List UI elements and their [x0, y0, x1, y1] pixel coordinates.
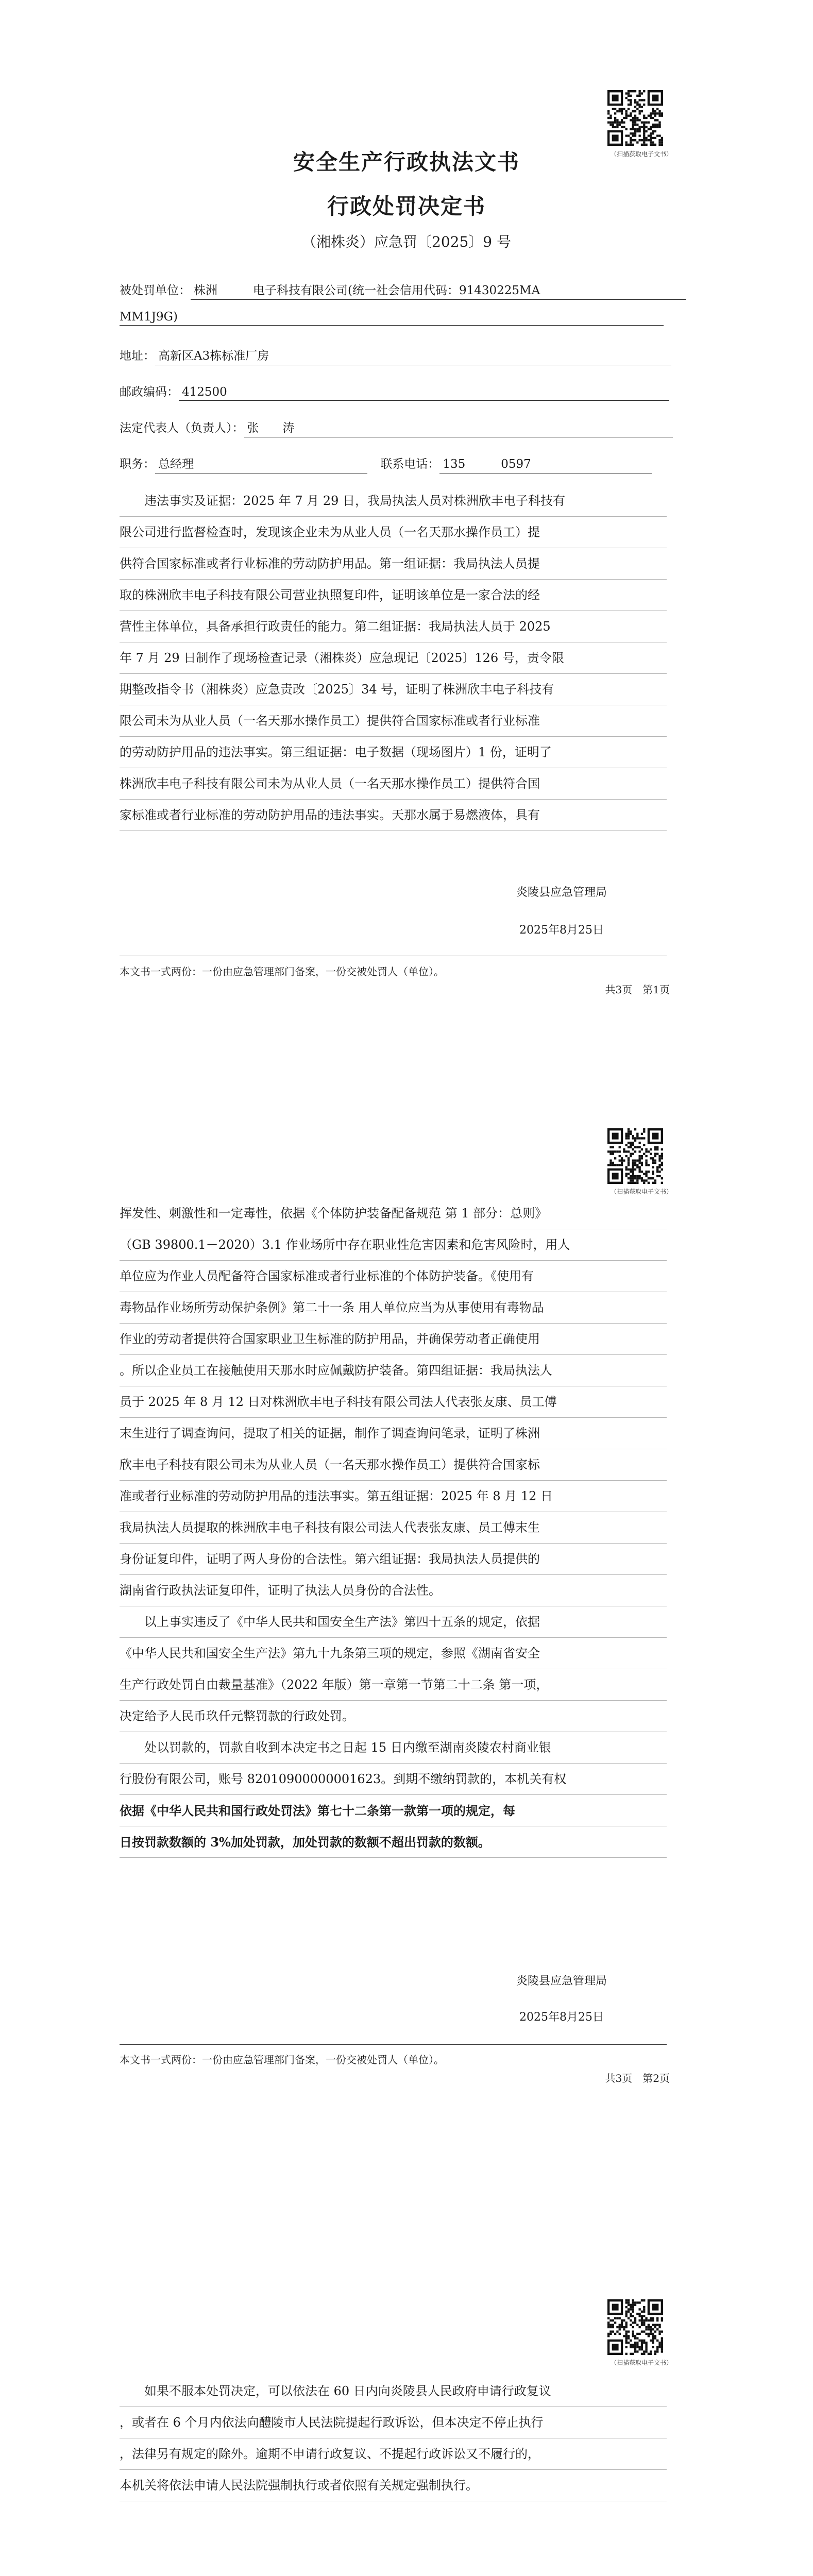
page-1	[0, 0, 813, 1118]
text-line: 依据《中华人民共和国行政处罚法》第七十二条第一款第一项的规定，每	[120, 1795, 667, 1826]
page-number: 共3页 第1页	[605, 984, 670, 996]
text-line: 的劳动防护用品的违法事实。第三组证据：电子数据（现场图片）1 份，证明了	[120, 737, 667, 768]
text-line: 如果不服本处罚决定，可以依法在 60 日内向炎陵县人民政府申请行政复议	[120, 2376, 667, 2407]
text-line: 准或者行业标准的劳动防护用品的违法事实。第五组证据：2025 年 8 月 12 日	[120, 1481, 667, 1512]
qr-code	[605, 2299, 665, 2355]
text-line: 毒物品作业场所劳动保护条例》第二十一条 用人单位应当为从事使用有毒物品	[120, 1292, 667, 1324]
text-line: 单位应为作业人员配备符合国家标准或者行业标准的个体防护装备。《使用有	[120, 1261, 667, 1292]
text-line: 处以罚款的，罚款自收到本决定书之日起 15 日内缴至湖南炎陵农村商业银	[120, 1732, 667, 1764]
address-value: 高新区A3栋标准厂房	[155, 346, 671, 365]
text-line: 欣丰电子科技有限公司未为从业人员（一名天那水操作员工）提供符合国家标	[120, 1449, 667, 1481]
legal-rep-value: 张 涛	[244, 418, 673, 437]
position-label: 职务：	[120, 457, 155, 471]
document-subtitle: 行政处罚决定书	[327, 194, 486, 219]
qr-code-icon	[607, 90, 663, 146]
text-line: 取的株洲欣丰电子科技有限公司营业执照复印件，证明该单位是一家合法的经	[120, 580, 667, 611]
text-line: 限公司未为从业人员（一名天那水操作员工）提供符合国家标准或者行业标准	[120, 705, 667, 737]
violation-facts-cont	[120, 1198, 667, 1858]
text-line: 《中华人民共和国安全生产法》第九十九条第三项的规定，参照《湖南省安全	[120, 1638, 667, 1669]
text-line: 年 7 月 29 日制作了现场检查记录（湘株炎）应急现记〔2025〕126 号，责令限	[120, 642, 667, 674]
position-value: 总经理	[155, 454, 367, 473]
text-line: 日按罚款数额的 3%加处罚款，加处罚款的数额不超出罚款的数额。	[120, 1826, 667, 1858]
party-name-value: 株洲 电子科技有限公司(统一社会信用代码：91430225MA	[191, 281, 686, 300]
address-row	[120, 346, 671, 365]
party-name-value-cont: MM1J9G)	[120, 310, 664, 326]
text-line: 期整改指令书（湘株炎）应急责改〔2025〕34 号，证明了株洲欣丰电子科技有	[120, 674, 667, 705]
party-name-label: 被处罚单位：	[120, 284, 191, 297]
text-line: 。所以企业员工在接触使用天那水时应佩戴防护装备。第四组证据：我局执法人	[120, 1355, 667, 1386]
text-line: （GB 39800.1－2020）3.1 作业场所中存在职业性危害因素和危害风险时，用人	[120, 1229, 667, 1261]
signature-org: 炎陵县应急管理局	[516, 1975, 607, 1988]
text-line: 家标准或者行业标准的劳动防护用品的违法事实。天那水属于易燃液体，具有	[120, 800, 667, 831]
legal-rep-label: 法定代表人（负责人）：	[120, 421, 244, 435]
phone-value: 135 0597	[439, 454, 652, 473]
postcode-label: 邮政编码：	[120, 385, 179, 399]
qr-caption: （扫描获取电子文书）	[610, 150, 672, 158]
position-row	[120, 454, 652, 473]
signature-org: 炎陵县应急管理局	[516, 886, 607, 899]
text-line: 湖南省行政执法证复印件，证明了执法人员身份的合法性。	[120, 1575, 667, 1606]
text-line: 营性主体单位，具备承担行政责任的能力。第二组证据：我局执法人员于 2025	[120, 611, 667, 642]
postcode-row	[120, 382, 669, 401]
text-line: 挥发性、刺激性和一定毒性，依据《个体防护装备配备规范 第 1 部分：总则》	[120, 1198, 667, 1229]
signature-date: 2025年8月25日	[519, 924, 604, 937]
qr-code-icon	[607, 1128, 663, 1184]
footer-note: 本文书一式两份：一份由应急管理部门备案，一份交被处罚人（单位）。	[120, 965, 444, 978]
qr-code	[605, 90, 665, 146]
text-line: 身份证复印件，证明了两人身份的合法性。第六组证据：我局执法人员提供的	[120, 1544, 667, 1575]
phone-label: 联系电话：	[380, 457, 440, 471]
text-line: 作业的劳动者提供符合国家职业卫生标准的防护用品，并确保劳动者正确使用	[120, 1324, 667, 1355]
text-line: 员于 2025 年 8 月 12 日对株洲欣丰电子科技有限公司法人代表张友康、员工傅	[120, 1386, 667, 1418]
footer-divider	[120, 2044, 667, 2045]
legal-rep-row	[120, 418, 673, 437]
page-number: 共3页 第2页	[605, 2072, 670, 2084]
text-line: 本机关将依法申请人民法院强制执行或者依照有关规定强制执行。	[120, 2470, 667, 2501]
text-line: 以上事实违反了《中华人民共和国安全生产法》第四十五条的规定，依据	[120, 1606, 667, 1638]
appeal-rights	[120, 2376, 667, 2501]
page-3	[0, 2275, 813, 2576]
document-number: （湘株炎）应急罚〔2025〕9 号	[302, 233, 511, 250]
text-line: 限公司进行监督检查时，发现该企业未为从业人员（一名天那水操作员工）提	[120, 517, 667, 548]
page-2	[0, 1118, 813, 2275]
party-name-row	[120, 281, 686, 300]
postcode-value: 412500	[179, 385, 669, 401]
text-line: 行股份有限公司，账号 82010900000001623。到期不缴纳罚款的，本机关有权	[120, 1764, 667, 1795]
text-line: 生产行政处罚自由裁量基准》（2022 年版）第一章第一节第二十二条 第一项，	[120, 1669, 667, 1701]
document-title: 安全生产行政执法文书	[293, 149, 520, 175]
party-name-cont-row	[120, 310, 664, 326]
text-line: ，法律另有规定的除外。逾期不申请行政复议、不提起行政诉讼又不履行的，	[120, 2438, 667, 2470]
text-line: 决定给予人民币玖仟元整罚款的行政处罚。	[120, 1701, 667, 1732]
violation-facts	[120, 485, 667, 831]
text-line: 株洲欣丰电子科技有限公司未为从业人员（一名天那水操作员工）提供符合国	[120, 768, 667, 800]
text-line: 供符合国家标准或者行业标准的劳动防护用品。第一组证据：我局执法人员提	[120, 548, 667, 580]
signature-date: 2025年8月25日	[519, 2011, 604, 2024]
qr-code-icon	[607, 2299, 663, 2355]
text-line: 违法事实及证据：2025 年 7 月 29 日，我局执法人员对株洲欣丰电子科技有	[120, 485, 667, 517]
qr-caption: （扫描获取电子文书）	[610, 1188, 672, 1195]
text-line: 我局执法人员提取的株洲欣丰电子科技有限公司法人代表张友康、员工傅末生	[120, 1512, 667, 1544]
text-line: 末生进行了调查询问，提取了相关的证据，制作了调查询问笔录，证明了株洲	[120, 1418, 667, 1449]
address-label: 地址：	[120, 349, 155, 363]
qr-code	[605, 1128, 665, 1184]
qr-caption: （扫描获取电子文书）	[610, 2359, 672, 2366]
text-line: ，或者在 6 个月内依法向醴陵市人民法院提起行政诉讼，但本决定不停止执行	[120, 2407, 667, 2438]
footer-note: 本文书一式两份：一份由应急管理部门备案，一份交被处罚人（单位）。	[120, 2054, 444, 2066]
